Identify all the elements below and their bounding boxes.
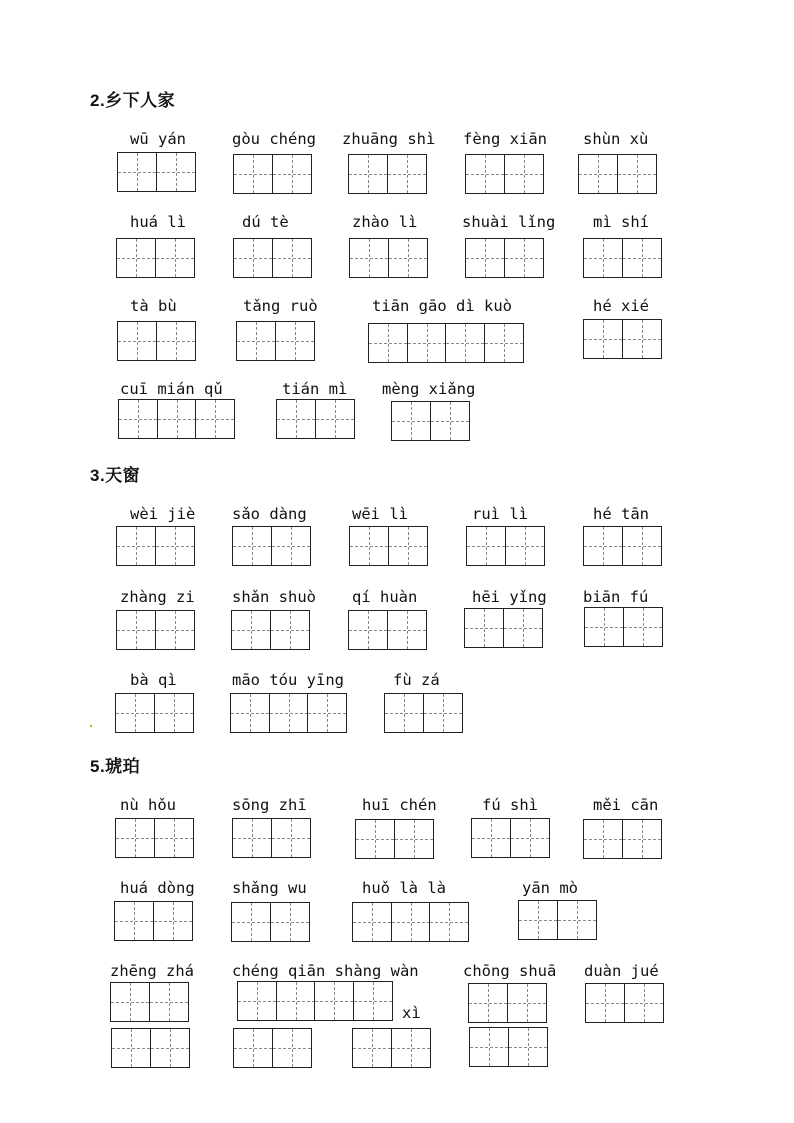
- writing-boxes: [237, 981, 393, 1021]
- writing-boxes: [233, 238, 312, 278]
- writing-boxes: [114, 901, 193, 941]
- character-cell[interactable]: [348, 154, 388, 194]
- character-cell[interactable]: [314, 981, 354, 1021]
- character-cell[interactable]: [349, 238, 389, 278]
- character-cell[interactable]: [115, 818, 155, 858]
- writing-boxes: [464, 608, 543, 648]
- character-cell[interactable]: [276, 981, 316, 1021]
- character-cell[interactable]: [429, 902, 469, 942]
- character-cell[interactable]: [505, 526, 545, 566]
- section-title: 5.琥珀: [90, 757, 141, 776]
- character-cell[interactable]: [557, 900, 597, 940]
- pinyin-label: wū yán: [130, 130, 186, 148]
- character-cell[interactable]: [387, 154, 427, 194]
- writing-boxes: [471, 818, 550, 858]
- character-cell[interactable]: [348, 610, 388, 650]
- character-cell[interactable]: [583, 819, 623, 859]
- character-cell[interactable]: [468, 983, 508, 1023]
- character-cell[interactable]: [584, 607, 624, 647]
- character-cell[interactable]: [150, 1028, 190, 1068]
- character-cell[interactable]: [503, 608, 543, 648]
- character-cell[interactable]: [230, 693, 270, 733]
- character-cell[interactable]: [116, 610, 156, 650]
- writing-boxes: [578, 154, 657, 194]
- writing-boxes: [111, 1028, 190, 1068]
- writing-boxes: [469, 1027, 548, 1067]
- writing-boxes: [391, 401, 470, 441]
- writing-boxes: [352, 902, 469, 942]
- pinyin-label: hēi yǐng: [472, 588, 547, 606]
- pinyin-label: mèng xiǎng: [382, 380, 476, 398]
- pinyin-label: sǎo dàng: [232, 505, 307, 523]
- pinyin-label: zhàng zi: [120, 588, 195, 606]
- writing-boxes: [115, 818, 194, 858]
- writing-boxes: [115, 693, 194, 733]
- character-cell[interactable]: [583, 319, 623, 359]
- character-cell[interactable]: [272, 1028, 312, 1068]
- character-cell[interactable]: [445, 323, 485, 363]
- pinyin-label: bà qì: [130, 671, 177, 689]
- pinyin-label: huī chén: [362, 796, 437, 814]
- character-cell[interactable]: [231, 610, 271, 650]
- character-cell[interactable]: [272, 154, 312, 194]
- writing-boxes: [116, 238, 195, 278]
- character-cell[interactable]: [583, 238, 623, 278]
- character-cell[interactable]: [352, 902, 392, 942]
- character-cell[interactable]: [471, 818, 511, 858]
- character-cell[interactable]: [368, 323, 408, 363]
- character-cell[interactable]: [154, 693, 194, 733]
- pinyin-label: shǎn shuò: [232, 588, 316, 606]
- character-cell[interactable]: [271, 526, 311, 566]
- character-cell[interactable]: [583, 526, 623, 566]
- character-cell[interactable]: [118, 399, 158, 439]
- pinyin-label: huá dòng: [120, 879, 195, 897]
- character-cell[interactable]: [117, 152, 157, 192]
- writing-boxes: [349, 526, 428, 566]
- character-cell[interactable]: [275, 321, 315, 361]
- character-cell[interactable]: [622, 526, 662, 566]
- pinyin-label: zhēng zhá: [110, 962, 194, 980]
- character-cell[interactable]: [387, 610, 427, 650]
- writing-boxes: [384, 693, 463, 733]
- pinyin-label: shǎng wu: [232, 879, 307, 897]
- writing-boxes: [352, 1028, 431, 1068]
- writing-boxes: [231, 902, 310, 942]
- character-cell[interactable]: [391, 401, 431, 441]
- character-cell[interactable]: [110, 982, 150, 1022]
- character-cell[interactable]: [469, 1027, 509, 1067]
- character-cell[interactable]: [155, 526, 195, 566]
- pinyin-label: māo tóu yīng: [232, 671, 344, 689]
- character-cell[interactable]: [115, 693, 155, 733]
- character-cell[interactable]: [156, 152, 196, 192]
- character-cell[interactable]: [617, 154, 657, 194]
- writing-boxes: [116, 610, 195, 650]
- character-cell[interactable]: [271, 818, 311, 858]
- writing-boxes: [585, 983, 664, 1023]
- character-cell[interactable]: [231, 902, 271, 942]
- character-cell[interactable]: [355, 819, 395, 859]
- character-cell[interactable]: [622, 819, 662, 859]
- character-cell[interactable]: [276, 399, 316, 439]
- character-cell[interactable]: [388, 238, 428, 278]
- writing-boxes: [117, 152, 196, 192]
- writing-boxes: [276, 399, 355, 439]
- writing-boxes: [465, 154, 544, 194]
- pinyin-label: fèng xiān: [463, 130, 547, 148]
- writing-boxes: [110, 982, 189, 1022]
- writing-boxes: [236, 321, 315, 361]
- character-cell[interactable]: [233, 238, 273, 278]
- character-cell[interactable]: [269, 693, 309, 733]
- writing-boxes: [230, 693, 347, 733]
- pinyin-label: měi cān: [593, 796, 659, 814]
- character-cell[interactable]: [352, 1028, 392, 1068]
- writing-boxes: [584, 607, 663, 647]
- character-cell[interactable]: [117, 321, 157, 361]
- pinyin-label: tiān gāo dì kuò: [372, 297, 512, 315]
- character-cell[interactable]: [518, 900, 558, 940]
- character-cell[interactable]: [622, 238, 662, 278]
- pinyin-label: fú shì: [482, 796, 538, 814]
- character-cell[interactable]: [623, 607, 663, 647]
- writing-boxes: [231, 610, 310, 650]
- pinyin-label: nù hǒu: [120, 796, 176, 814]
- pinyin-label: shùn xù: [583, 130, 649, 148]
- pinyin-label: zhào lì: [352, 213, 418, 231]
- pinyin-label: chéng qiān shàng wàn: [232, 962, 419, 980]
- pinyin-label: yān mò: [522, 879, 578, 897]
- pinyin-label: sōng zhī: [232, 796, 307, 814]
- character-cell[interactable]: [237, 981, 277, 1021]
- character-cell[interactable]: [349, 526, 389, 566]
- pinyin-label: qí huàn: [352, 588, 418, 606]
- writing-boxes: [583, 319, 662, 359]
- writing-boxes: [232, 526, 311, 566]
- character-cell[interactable]: [111, 1028, 151, 1068]
- character-cell[interactable]: [391, 1028, 431, 1068]
- pinyin-label: cuī mián qǔ: [120, 380, 223, 398]
- character-cell[interactable]: [504, 154, 544, 194]
- writing-boxes: [233, 154, 312, 194]
- writing-boxes: [518, 900, 597, 940]
- character-cell[interactable]: [430, 401, 470, 441]
- character-cell[interactable]: [465, 154, 505, 194]
- writing-boxes: [348, 154, 427, 194]
- character-cell[interactable]: [407, 323, 447, 363]
- pinyin-label: huǒ là là: [362, 879, 446, 897]
- pinyin-label: chōng shuā: [463, 962, 557, 980]
- character-cell[interactable]: [507, 983, 547, 1023]
- character-cell[interactable]: [315, 399, 355, 439]
- character-cell[interactable]: [622, 319, 662, 359]
- writing-boxes: [117, 321, 196, 361]
- character-cell[interactable]: [153, 901, 193, 941]
- writing-boxes: [355, 819, 434, 859]
- pinyin-label: huá lì: [130, 213, 186, 231]
- writing-boxes: [465, 238, 544, 278]
- character-cell[interactable]: [394, 819, 434, 859]
- character-cell[interactable]: [232, 526, 272, 566]
- pinyin-label: wèi jiè: [130, 505, 196, 523]
- writing-boxes: [348, 610, 427, 650]
- character-cell[interactable]: [353, 981, 393, 1021]
- character-cell[interactable]: [384, 693, 424, 733]
- pinyin-label: tián mì: [282, 380, 348, 398]
- writing-boxes: [232, 818, 311, 858]
- writing-boxes: [368, 323, 524, 363]
- writing-boxes: [466, 526, 545, 566]
- pinyin-label: fù zá: [393, 671, 440, 689]
- character-cell[interactable]: [270, 902, 310, 942]
- character-cell[interactable]: [423, 693, 463, 733]
- writing-boxes: [349, 238, 428, 278]
- character-cell[interactable]: [464, 608, 504, 648]
- pinyin-label: shuài lǐng: [462, 213, 556, 231]
- character-cell[interactable]: [504, 238, 544, 278]
- character-cell[interactable]: [233, 154, 273, 194]
- section-title: 3.天窗: [90, 466, 141, 485]
- character-cell[interactable]: [466, 526, 506, 566]
- pinyin-label: mì shí: [593, 213, 649, 231]
- pinyin-label: hé tān: [593, 505, 649, 523]
- pinyin-label: gòu chéng: [232, 130, 316, 148]
- character-cell[interactable]: [149, 982, 189, 1022]
- character-cell[interactable]: [114, 901, 154, 941]
- character-cell[interactable]: [195, 399, 235, 439]
- pinyin-label: ruì lì: [472, 505, 528, 523]
- character-cell[interactable]: [307, 693, 347, 733]
- character-cell[interactable]: [156, 321, 196, 361]
- pinyin-label: tǎng ruò: [243, 297, 318, 315]
- pinyin-label: duàn jué: [584, 962, 659, 980]
- character-cell[interactable]: [585, 983, 625, 1023]
- character-cell[interactable]: [232, 818, 272, 858]
- pinyin-label: dú tè: [242, 213, 289, 231]
- character-cell[interactable]: [624, 983, 664, 1023]
- pinyin-label: biān fú: [583, 588, 649, 606]
- character-cell[interactable]: [465, 238, 505, 278]
- character-cell[interactable]: [155, 238, 195, 278]
- character-cell[interactable]: [116, 238, 156, 278]
- character-cell[interactable]: [578, 154, 618, 194]
- character-cell[interactable]: [155, 610, 195, 650]
- character-cell[interactable]: [510, 818, 550, 858]
- character-cell[interactable]: [157, 399, 197, 439]
- pinyin-label: hé xié: [593, 297, 649, 315]
- character-cell[interactable]: [233, 1028, 273, 1068]
- writing-boxes: [468, 983, 547, 1023]
- stray-dot: [90, 725, 92, 727]
- character-cell[interactable]: [272, 238, 312, 278]
- section-title: 2.乡下人家: [90, 91, 176, 110]
- character-cell[interactable]: [391, 902, 431, 942]
- character-cell[interactable]: [484, 323, 524, 363]
- pinyin-label: tà bù: [130, 297, 177, 315]
- character-cell[interactable]: [154, 818, 194, 858]
- pinyin-label: zhuāng shì: [342, 130, 436, 148]
- writing-boxes: [118, 399, 235, 439]
- pinyin-label: xì: [402, 1004, 421, 1022]
- character-cell[interactable]: [388, 526, 428, 566]
- character-cell[interactable]: [270, 610, 310, 650]
- character-cell[interactable]: [236, 321, 276, 361]
- writing-boxes: [583, 238, 662, 278]
- character-cell[interactable]: [116, 526, 156, 566]
- character-cell[interactable]: [508, 1027, 548, 1067]
- writing-boxes: [583, 819, 662, 859]
- pinyin-label: wēi lì: [352, 505, 408, 523]
- writing-boxes: [116, 526, 195, 566]
- writing-boxes: [583, 526, 662, 566]
- writing-boxes: [233, 1028, 312, 1068]
